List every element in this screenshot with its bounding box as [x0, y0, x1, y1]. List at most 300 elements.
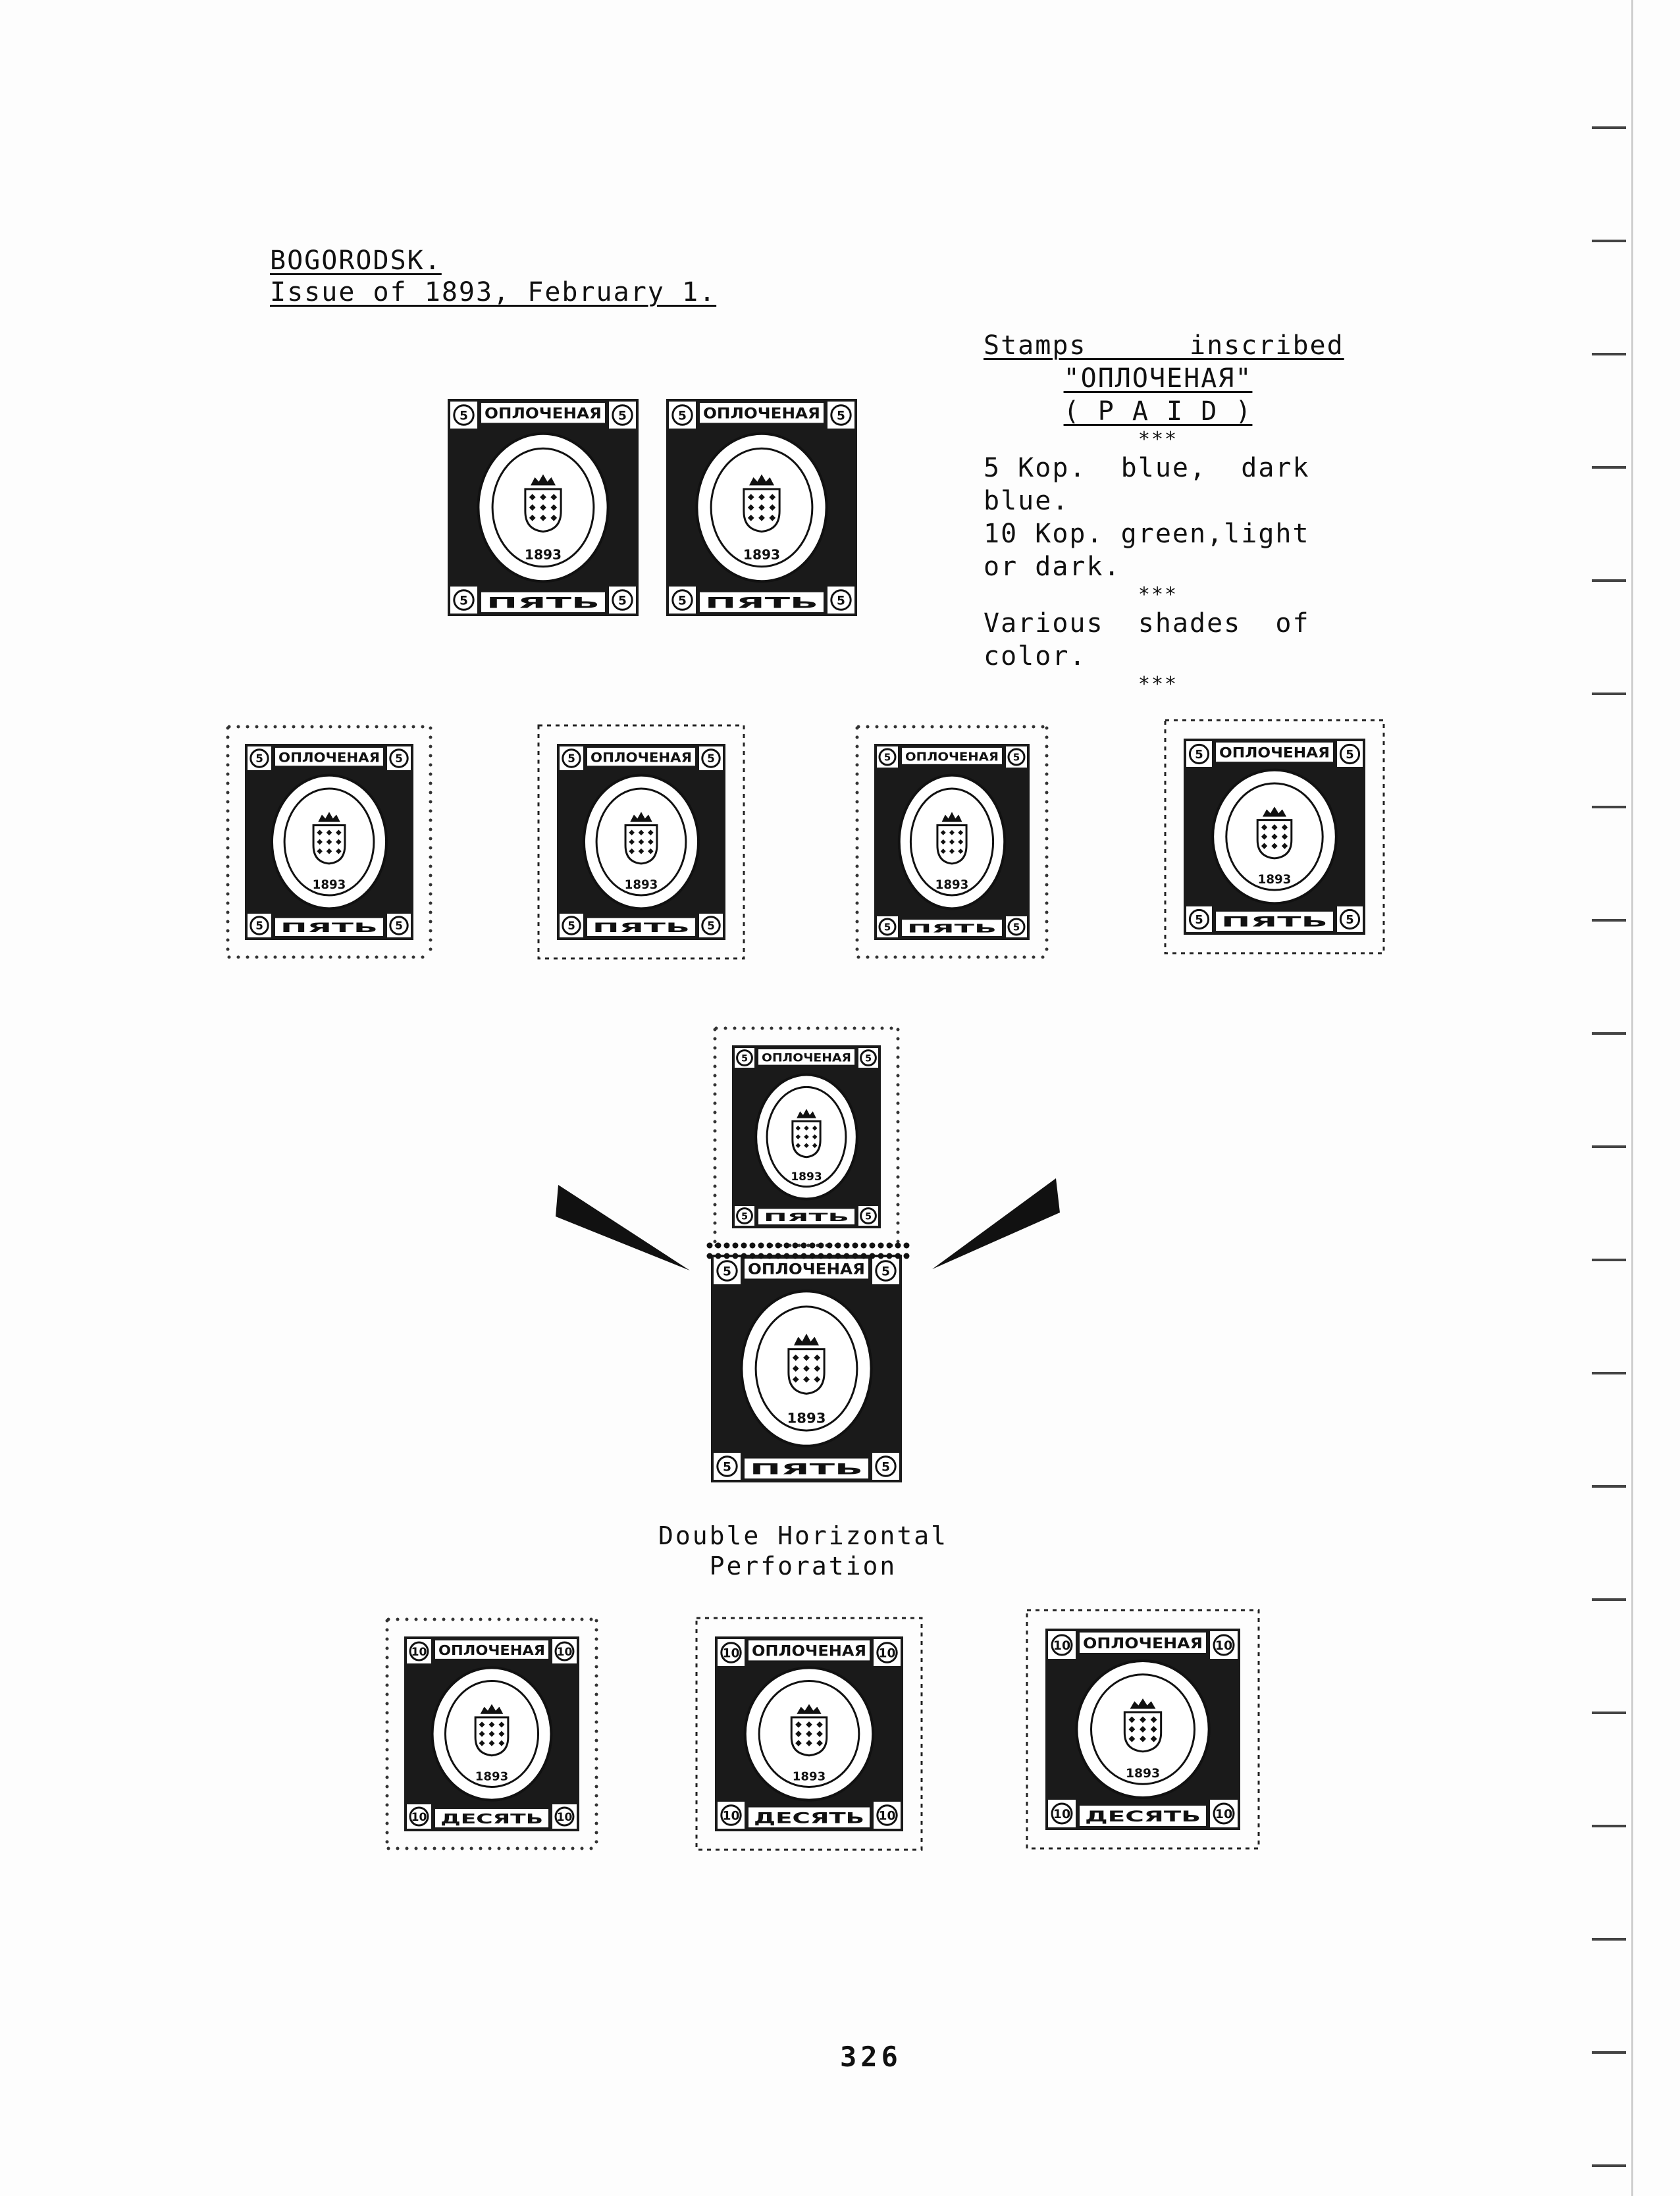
stamp-image [536, 723, 747, 961]
perforation-dot [1045, 782, 1049, 785]
binder-edge [1631, 0, 1633, 2196]
binder-hole-mark [1592, 1485, 1626, 1488]
perforation-dot [255, 956, 259, 959]
perforation-dot [885, 956, 888, 959]
perforation-dot [226, 800, 230, 804]
perforation-dot [255, 725, 259, 729]
perforation-dot [394, 725, 397, 729]
perforation-dot [429, 874, 433, 877]
perforation-dot [741, 1253, 747, 1259]
perforation-dot [866, 956, 870, 959]
perforation-dot [595, 1822, 598, 1825]
perforation-dot [525, 1618, 529, 1621]
perforation-dot [903, 956, 906, 959]
perforation-dot [890, 1027, 893, 1030]
perforation-dot [429, 819, 433, 822]
stamp-value-text: 5 [723, 1265, 731, 1279]
perforation-dot [406, 1847, 409, 1850]
stamp-image [224, 723, 434, 961]
perforation-dot [1045, 948, 1049, 951]
perforation-dot [366, 725, 369, 729]
perforation-dot [386, 1804, 389, 1807]
perforation-dot [386, 1693, 389, 1696]
perforation-dot [827, 1253, 833, 1259]
perforation-dot [412, 725, 415, 729]
perforation-dot [535, 1847, 538, 1850]
perforation-dot [835, 1253, 841, 1259]
stamp-value-text: 5 [881, 1460, 890, 1475]
stamp-image [853, 723, 1051, 961]
stamp-10kop-perforated [694, 1615, 924, 1855]
perforation-dot [1045, 828, 1049, 831]
perforation-dot [733, 1027, 737, 1030]
perforation-dot [866, 725, 870, 729]
caption-line: Double Horizontal [658, 1521, 948, 1550]
perforation-dot [595, 1721, 598, 1724]
perforation-dot [429, 929, 433, 933]
perforation-dot [429, 920, 433, 924]
perforation-dot [412, 956, 415, 959]
perforation-dot [226, 893, 230, 896]
perforation-dot [320, 725, 323, 729]
page-number: 326 [840, 2041, 902, 2073]
perforation-dot [595, 1841, 598, 1844]
perforation-dot [387, 1847, 390, 1850]
perforation-dot [862, 1027, 866, 1030]
perforation-dot [595, 1758, 598, 1761]
perforation-dot [429, 828, 433, 831]
perforation-dot [968, 956, 971, 959]
binder-hole-mark [1592, 806, 1626, 808]
perforation-dot [818, 1243, 824, 1249]
perforation-dot [856, 810, 859, 813]
perforation-dot [595, 1638, 598, 1641]
perforation-dot [798, 1027, 801, 1030]
perforation-dot [226, 865, 230, 868]
stamp-10kop-perforated [1024, 1608, 1261, 1854]
perforation-dot [429, 800, 433, 804]
stamp-5kop [448, 399, 639, 619]
perforation-dot [903, 725, 906, 729]
perforation-dot [904, 1253, 910, 1259]
perforation-dot [733, 1243, 739, 1249]
stamp-value-text: 5 [678, 409, 687, 423]
perforation-dot [226, 920, 230, 924]
stamp-value-text: 10 [1053, 1807, 1071, 1821]
perforation-dot [878, 1243, 884, 1249]
perforation-dot [429, 865, 433, 868]
perforation-dot [1045, 791, 1049, 795]
stamp-value-text: 5 [678, 594, 687, 608]
perforation-dot [1045, 764, 1049, 767]
perforation-dot [856, 727, 859, 730]
perforation-dot [595, 1730, 598, 1733]
perforation-dot [895, 1253, 901, 1259]
perforation-dot [516, 1847, 519, 1850]
perforation-dot [856, 819, 859, 822]
perforation-dot [507, 1847, 510, 1850]
perforation-dot [714, 1148, 717, 1151]
description-line: color. [984, 641, 1087, 671]
perforation-dot [488, 1847, 492, 1850]
perforation-dot [386, 1684, 389, 1687]
perforation-dot [793, 1243, 799, 1249]
stamp-image [1163, 718, 1386, 956]
perforation-dot [816, 1027, 820, 1030]
perforation-dot [857, 956, 860, 959]
stamp-5kop-perforated [536, 723, 747, 964]
perforation-dot [442, 1618, 446, 1621]
perforation-dot [595, 1629, 598, 1632]
perforation-dot [856, 893, 859, 896]
perforation-dot [856, 939, 859, 942]
perforation-dot [750, 1253, 756, 1259]
perforation-dot [714, 1056, 717, 1059]
perforation-dot [461, 1618, 464, 1621]
perforation-dot [853, 1253, 858, 1259]
perforation-dot [595, 1702, 598, 1706]
binder-hole-mark [1592, 466, 1626, 469]
stamp-bottom-text: ПЯТЬ [764, 1210, 849, 1224]
stamp-bottom-text: ДЕСЯТЬ [754, 1810, 864, 1827]
perforation-dot [853, 1027, 856, 1030]
stamp-image [448, 399, 639, 616]
binder-hole-mark [1592, 2164, 1626, 2167]
perforation-dot [348, 725, 351, 729]
perforation-dot [733, 1253, 739, 1259]
perforation-dot [870, 1243, 876, 1249]
perforation-dot [856, 865, 859, 868]
stamp-year-text: 1893 [624, 877, 658, 892]
perforation-dot [856, 856, 859, 859]
perforation-dot [311, 725, 314, 729]
perforation-dot [897, 1130, 900, 1133]
perforation-dot [386, 1841, 389, 1844]
perforation-dot [429, 893, 433, 896]
perforation-dot [885, 725, 888, 729]
stamp-top-text: ОПЛОЧЕНАЯ [752, 1643, 866, 1660]
description-block [984, 329, 1344, 696]
binder-hole-mark [1592, 919, 1626, 922]
perforation-dot [429, 847, 433, 850]
stamp-bottom-text: ПЯТЬ [705, 595, 818, 612]
perforation-dot [897, 1056, 900, 1059]
perforation-dot [595, 1665, 598, 1669]
perforation-dot [498, 1847, 501, 1850]
perforation-dot [958, 725, 962, 729]
perforation-dot [876, 725, 879, 729]
stamp-year-text: 1893 [524, 546, 562, 563]
page-title: BOGORODSK. [270, 246, 442, 276]
perforation-dot [743, 1027, 746, 1030]
perforation-dot [897, 1139, 900, 1142]
perforation-dot [949, 956, 953, 959]
binder-hole-mark [1592, 1372, 1626, 1374]
perforation-dot [535, 1618, 538, 1621]
separator: *** [1138, 428, 1178, 451]
perforation-dot [878, 1253, 884, 1259]
perforation-dot [856, 883, 859, 887]
perforation-dot [1014, 725, 1017, 729]
perforation-dot [452, 1618, 455, 1621]
perforation-dot [1045, 837, 1049, 841]
perforation-dot [415, 1618, 418, 1621]
stamp-value-text: 10 [556, 1645, 573, 1659]
perforation-dot [386, 1647, 389, 1650]
perforation-dot [922, 956, 925, 959]
perforation-dot [861, 1243, 867, 1249]
description-line: blue. [984, 486, 1070, 516]
stamp-value-text: 5 [707, 752, 715, 766]
perforation-dot [714, 1102, 717, 1105]
right-arrow-icon [932, 1178, 1060, 1269]
perforation-dot [856, 764, 859, 767]
stamp-10kop-perforated [383, 1615, 600, 1855]
stamp-value-text: 5 [1012, 921, 1020, 933]
perforation-dot [897, 1065, 900, 1068]
stamp-value-text: 5 [741, 1053, 748, 1064]
perforation-dot [881, 1027, 884, 1030]
stamp-5kop-perforated [224, 723, 434, 964]
stamp-5kop [666, 399, 857, 619]
stamp-value-text: 10 [878, 1809, 896, 1823]
perforation-dot [461, 1847, 464, 1850]
perforation-dot [226, 911, 230, 914]
separator: *** [1138, 583, 1178, 606]
perforation-dot [1045, 893, 1049, 896]
perforation-dot [856, 736, 859, 739]
perforation-dot [595, 1693, 598, 1696]
perforation-dot [1045, 727, 1049, 730]
perforation-dot [835, 1027, 838, 1030]
perforation-dot [897, 1148, 900, 1151]
perforation-dot [870, 1253, 876, 1259]
perforation-dot [741, 1243, 747, 1249]
perforation-dot [595, 1776, 598, 1779]
stamp-image [666, 399, 857, 616]
perforation-dot [226, 902, 230, 905]
perforation-dot [801, 1253, 807, 1259]
perforation-dot [386, 1730, 389, 1733]
stamp-value-text: 10 [878, 1646, 896, 1661]
perforation-dot [421, 956, 425, 959]
perforation-dot [856, 800, 859, 804]
stamp-value-text: 5 [1346, 913, 1354, 928]
perforation-dot [1045, 929, 1049, 933]
stamp-value-text: 5 [395, 919, 403, 933]
description-line: or dark. [984, 552, 1121, 582]
perforation-dot [714, 1139, 717, 1142]
perforation-dot [767, 1253, 773, 1259]
stamp-top-text: ОПЛОЧЕНАЯ [438, 1642, 545, 1658]
perforation-dot [714, 1074, 717, 1078]
perforation-dot [429, 810, 433, 813]
perforation-dot [348, 956, 351, 959]
double-perforation-dots [707, 1243, 910, 1259]
perforation-dot [872, 1027, 875, 1030]
perforation-dot [429, 948, 433, 951]
perforation-dot [724, 1027, 727, 1030]
perforation-dot [226, 948, 230, 951]
stamp-top-text: ОПЛОЧЕНАЯ [905, 750, 999, 764]
stamp-value-text: 10 [722, 1809, 740, 1823]
perforation-dot [986, 956, 989, 959]
perforation-dot [429, 939, 433, 942]
perforation-dot [386, 1822, 389, 1825]
perforation-dot [1045, 874, 1049, 877]
stamp-value-text: 10 [1053, 1638, 1071, 1653]
perforation-dot [856, 791, 859, 795]
description-line: 5 Kop. blue, dark [984, 453, 1310, 483]
perforation-dot [1045, 745, 1049, 748]
perforation-dot [338, 725, 342, 729]
binder-hole-mark [1592, 1259, 1626, 1261]
stamp-top-text: ОПЛОЧЕНАЯ [278, 750, 380, 766]
perforation-dot [1045, 920, 1049, 924]
perforation-dot [1045, 773, 1049, 776]
binder-hole-mark [1592, 2051, 1626, 2054]
perforation-dot [386, 1702, 389, 1706]
stamp-value-text: 10 [1215, 1638, 1233, 1653]
perforation-dot [386, 1721, 389, 1724]
perforation-dot [595, 1684, 598, 1687]
caption [592, 1521, 1014, 1581]
description-line: Stamps inscribed [984, 330, 1344, 361]
perforation-dot [544, 1618, 547, 1621]
binder-hole-mark [1592, 1825, 1626, 1827]
perforation-dot [904, 1243, 910, 1249]
perforation-dot [226, 939, 230, 942]
stamp-value-text: 10 [722, 1646, 740, 1661]
perforation-dot [470, 1847, 473, 1850]
stamp-bottom-text: ПЯТЬ [1221, 914, 1328, 930]
perforation-dot [302, 956, 305, 959]
perforation-dot [396, 1847, 400, 1850]
stamp-value-text: 5 [864, 1053, 872, 1064]
perforation-arrows [540, 1159, 1066, 1290]
perforation-dot [995, 725, 999, 729]
perforation-dot [856, 874, 859, 877]
perforation-dot [856, 745, 859, 748]
perforation-dot [386, 1794, 389, 1798]
binder-hole-mark [1592, 693, 1626, 695]
stamp-value-text: 5 [883, 751, 891, 764]
perforation-dot [329, 725, 332, 729]
stamp-value-text: 5 [837, 594, 845, 608]
perforation-dot [488, 1618, 492, 1621]
perforation-dot [424, 1618, 427, 1621]
stamp-image [694, 1615, 924, 1852]
perforation-dot [844, 1253, 850, 1259]
perforation-dot [894, 956, 897, 959]
perforation-dot [887, 1243, 893, 1249]
perforation-dot [590, 1847, 593, 1850]
binder-hole-mark [1592, 1598, 1626, 1601]
perforation-dot [452, 1847, 455, 1850]
stamp-value-text: 5 [707, 919, 715, 933]
perforation-dot [789, 1027, 792, 1030]
perforation-dot [403, 725, 406, 729]
perforation-dot [386, 1758, 389, 1761]
perforation-dot [707, 1243, 713, 1249]
perforation-dot [1005, 725, 1008, 729]
perforation-dot [237, 956, 240, 959]
perforation-dot [595, 1748, 598, 1752]
perforation-dot [856, 920, 859, 924]
stamp-year-text: 1893 [792, 1769, 826, 1784]
perforation-dot [894, 725, 897, 729]
perforation-dot [226, 736, 230, 739]
perforation-dot [357, 956, 360, 959]
perforation-dot [429, 754, 433, 758]
stamp-bottom-text: ПЯТЬ [592, 920, 690, 935]
stamp-top-text: ОПЛОЧЕНАЯ [748, 1261, 865, 1278]
stamp-value-text: 5 [567, 919, 575, 933]
perforation-dot [292, 956, 296, 959]
perforation-dot [595, 1767, 598, 1770]
perforation-dot [1005, 956, 1008, 959]
perforation-dot [302, 725, 305, 729]
binder-hole-mark [1592, 579, 1626, 582]
stamp-value-text: 5 [1346, 748, 1354, 762]
perforation-dot [897, 1102, 900, 1105]
perforation-dot [274, 725, 277, 729]
perforation-dot [386, 1619, 389, 1623]
perforation-dot [544, 1847, 547, 1850]
binder-hole-mark [1592, 1145, 1626, 1148]
stamp-bottom-text: ПЯТЬ [907, 922, 997, 936]
perforation-dot [429, 727, 433, 730]
perforation-dot [897, 1074, 900, 1078]
stamp-value-text: 5 [837, 409, 845, 423]
perforation-dot [507, 1618, 510, 1621]
stamp-year-text: 1893 [312, 877, 346, 892]
perforation-dot [274, 956, 277, 959]
perforation-dot [265, 956, 268, 959]
stamp-bottom-text: ПЯТЬ [486, 595, 600, 612]
perforation-dot [1023, 956, 1026, 959]
perforation-dot [562, 1618, 565, 1621]
perforation-dot [329, 956, 332, 959]
perforation-dot [714, 1037, 717, 1041]
perforation-dot [770, 1027, 774, 1030]
stamp-value-text: 5 [255, 919, 263, 933]
perforation-dot [856, 847, 859, 850]
perforation-dot [429, 745, 433, 748]
perforation-dot [856, 828, 859, 831]
perforation-dot [714, 1111, 717, 1114]
stamp-value-text: 10 [411, 1645, 427, 1659]
perforation-dot [853, 1243, 858, 1249]
stamp-value-text: 5 [567, 752, 575, 766]
stamp-value-text: 5 [1012, 751, 1020, 764]
perforation-dot [386, 1675, 389, 1678]
perforation-dot [429, 773, 433, 776]
perforation-dot [801, 1243, 807, 1249]
perforation-dot [406, 1618, 409, 1621]
perforation-dot [826, 1027, 829, 1030]
description-paid: ( P A I D ) [1063, 396, 1253, 427]
perforation-dot [283, 956, 286, 959]
perforation-dot [246, 956, 249, 959]
perforation-dot [810, 1253, 816, 1259]
perforation-dot [226, 856, 230, 859]
perforation-dot [396, 1618, 400, 1621]
perforation-dot [595, 1794, 598, 1798]
perforation-dot [818, 1253, 824, 1259]
perforation-dot [553, 1618, 556, 1621]
stamp-value-text: 5 [255, 752, 263, 766]
